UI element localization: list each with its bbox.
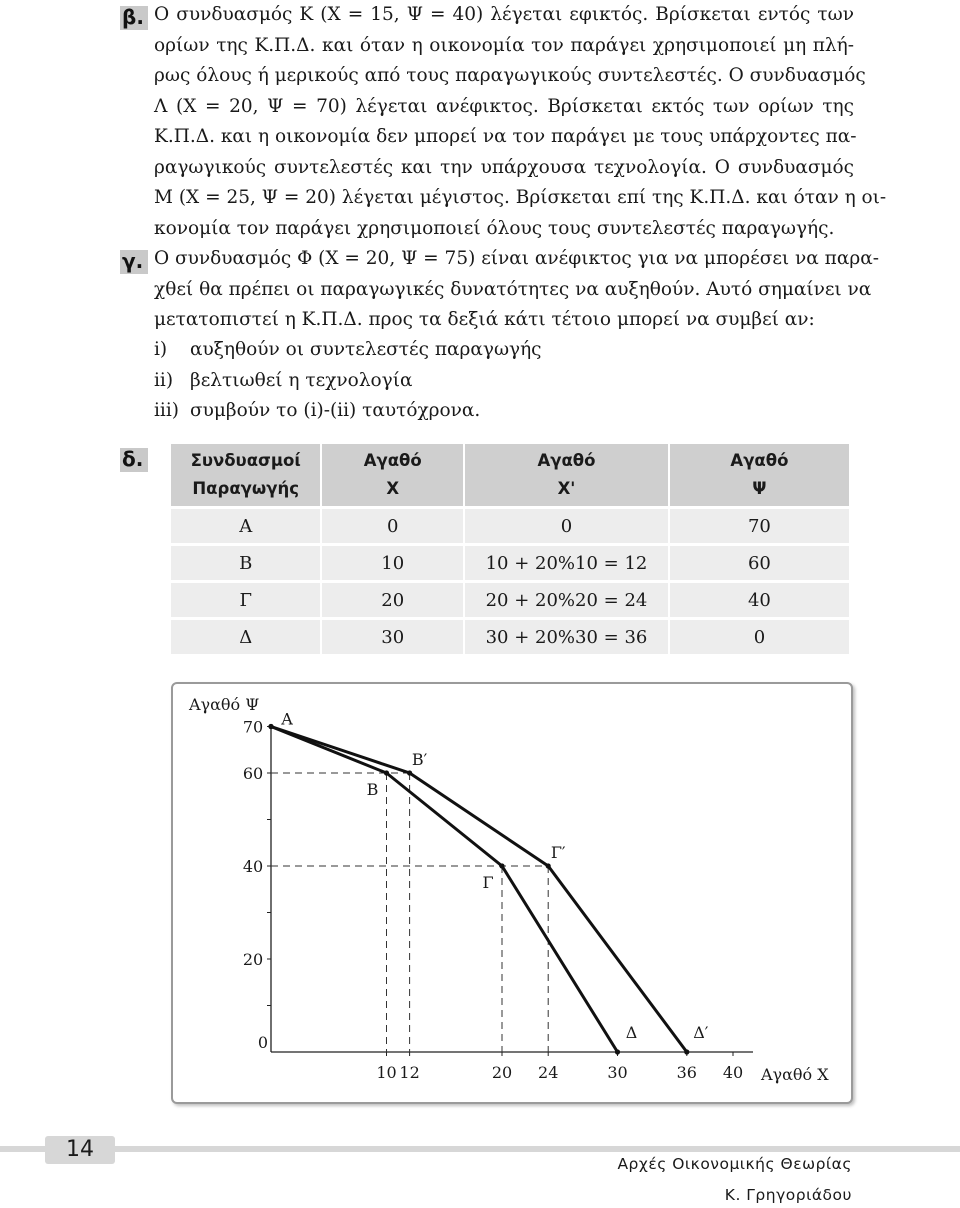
table-cell: 70: [670, 506, 849, 543]
table-cell: 0: [322, 506, 465, 543]
table-cell: Β: [171, 543, 322, 580]
x-axis-label: Αγαθό Χ: [761, 1065, 829, 1084]
header-combinations: Συνδυασμοί Παραγωγής: [171, 444, 322, 506]
text-line: ορίων της Κ.Π.Δ. και όταν η οικονομία τον παράγει χρησιμοποιεί μη πλή-: [154, 34, 854, 56]
x-tick-label: 30: [607, 1063, 628, 1082]
table-cell: 30: [322, 617, 465, 654]
header-good-x-prime: Αγαθό Χ': [465, 444, 670, 506]
text-line: ρως όλους ή μερικούς από τους παραγωγικούς συντελεστές. Ο συνδυασμός: [154, 65, 866, 86]
header-good-x: Αγαθό Χ: [322, 444, 465, 506]
text-line: Ο συνδυασμός Φ (Χ = 20, Ψ = 75) είναι ανέφικτος για να μπορέσει να παρα-: [154, 248, 879, 269]
footer-rule: [0, 1146, 960, 1152]
table-cell: Γ: [171, 580, 322, 617]
ppf-chart-frame: [171, 682, 853, 1104]
y-axis-label: Αγαθό Ψ: [189, 695, 260, 714]
text-line: Λ (Χ = 20, Ψ = 70) λέγεται ανέφικτος. Βρίσκεται εκτός των ορίων της: [154, 95, 854, 117]
x-tick-label: 12: [399, 1063, 420, 1082]
table-cell: 20: [322, 580, 465, 617]
x-tick-label: 36: [676, 1063, 697, 1082]
header-good-y: Αγαθό Ψ: [670, 444, 849, 506]
point-label: Β: [366, 780, 379, 799]
point-label: Β′: [411, 750, 428, 769]
list-item: [154, 335, 542, 366]
table-row: [171, 543, 849, 580]
section-marker-c: γ.: [120, 250, 148, 274]
origin-label: 0: [257, 1033, 269, 1052]
book-title: Αρχές Οικονομικής Θεωρίας: [617, 1155, 852, 1173]
ppf-point: [546, 863, 551, 868]
point-label: Γ′: [550, 843, 566, 862]
list-item-number: i): [154, 339, 168, 360]
section-b-paragraph: [154, 0, 887, 244]
text-line: κονομία τον παράγει χρησιμοποιεί όλους τους συντελεστές παραγωγής.: [154, 217, 835, 239]
y-tick-label: 20: [242, 950, 264, 969]
ppf-point: [499, 863, 504, 868]
production-table: [171, 444, 849, 654]
table-cell: 0: [465, 506, 670, 543]
table-cell: 0: [670, 617, 849, 654]
table-cell: 10: [322, 543, 465, 580]
text-line: ραγωγικούς συντελεστές και την υπάρχουσα τεχνολογία. Ο συνδυασμός: [154, 156, 854, 178]
ppf-curve-2: [271, 727, 687, 1053]
list-item-number: ii): [154, 369, 174, 391]
list-item-number: iii): [154, 400, 179, 421]
table-cell: 30 + 20%30 = 36: [465, 617, 670, 654]
text-line: Κ.Π.Δ. και η οικονομία δεν μπορεί να τον παράγει με τους υπάρχοντες πα-: [154, 126, 857, 147]
page-number: 14: [45, 1136, 115, 1164]
ppf-point: [268, 724, 273, 729]
table-header-row: [171, 444, 849, 506]
table-cell: 10 + 20%10 = 12: [465, 543, 670, 580]
y-tick-label: 40: [242, 857, 264, 876]
ppf-point: [615, 1049, 620, 1054]
point-label: Γ: [482, 873, 494, 892]
table-row: [171, 617, 849, 654]
x-tick-label: 40: [722, 1063, 744, 1082]
x-tick-label: 10: [376, 1063, 397, 1082]
text-line: Ο συνδυασμός Κ (Χ = 15, Ψ = 40) λέγεται εφικτός. Βρίσκεται εντός των: [154, 4, 854, 25]
ppf-point: [384, 770, 389, 775]
section-c-paragraph: [154, 244, 879, 336]
ppf-point: [684, 1049, 689, 1054]
ppf-chart: [173, 684, 851, 1102]
list-item: [154, 396, 542, 427]
list-item-text: βελτιωθεί η τεχνολογία: [190, 369, 413, 391]
table-row: [171, 580, 849, 617]
table-cell: 20 + 20%20 = 24: [465, 580, 670, 617]
author-name: Κ. Γρηγοριάδου: [724, 1186, 852, 1204]
x-tick-label: 20: [491, 1063, 513, 1082]
text-line: Μ (Χ = 25, Ψ = 20) λέγεται μέγιστος. Βρίσκεται επί της Κ.Π.Δ. και όταν η οι-: [154, 187, 887, 208]
y-tick-label: 70: [242, 717, 264, 737]
section-c-list: [154, 335, 542, 427]
text-line: μετατοπιστεί η Κ.Π.Δ. προς τα δεξιά κάτι τέτοιο μπορεί να συμβεί αν:: [154, 309, 815, 330]
point-label: Δ′: [693, 1023, 709, 1042]
list-item: [154, 366, 542, 397]
point-label: Α: [281, 709, 293, 729]
x-tick-label: 24: [538, 1063, 559, 1082]
table-cell: 60: [670, 543, 849, 580]
ppf-point: [407, 770, 412, 775]
list-item-text: αυξηθούν οι συντελεστές παραγωγής: [190, 339, 542, 360]
table-cell: Δ: [171, 617, 322, 654]
section-marker-b: β.: [120, 6, 148, 30]
table-cell: Α: [171, 506, 322, 543]
y-tick-label: 60: [242, 764, 264, 783]
list-item-text: συμβούν το (i)-(ii) ταυτόχρονα.: [190, 400, 481, 421]
text-line: χθεί θα πρέπει οι παραγωγικές δυνατότητες να αυξηθούν. Αυτό σημαίνει να: [154, 278, 872, 300]
table-row: [171, 506, 849, 543]
table-cell: 40: [670, 580, 849, 617]
section-marker-d: δ.: [120, 448, 148, 472]
point-label: Δ: [625, 1023, 638, 1042]
